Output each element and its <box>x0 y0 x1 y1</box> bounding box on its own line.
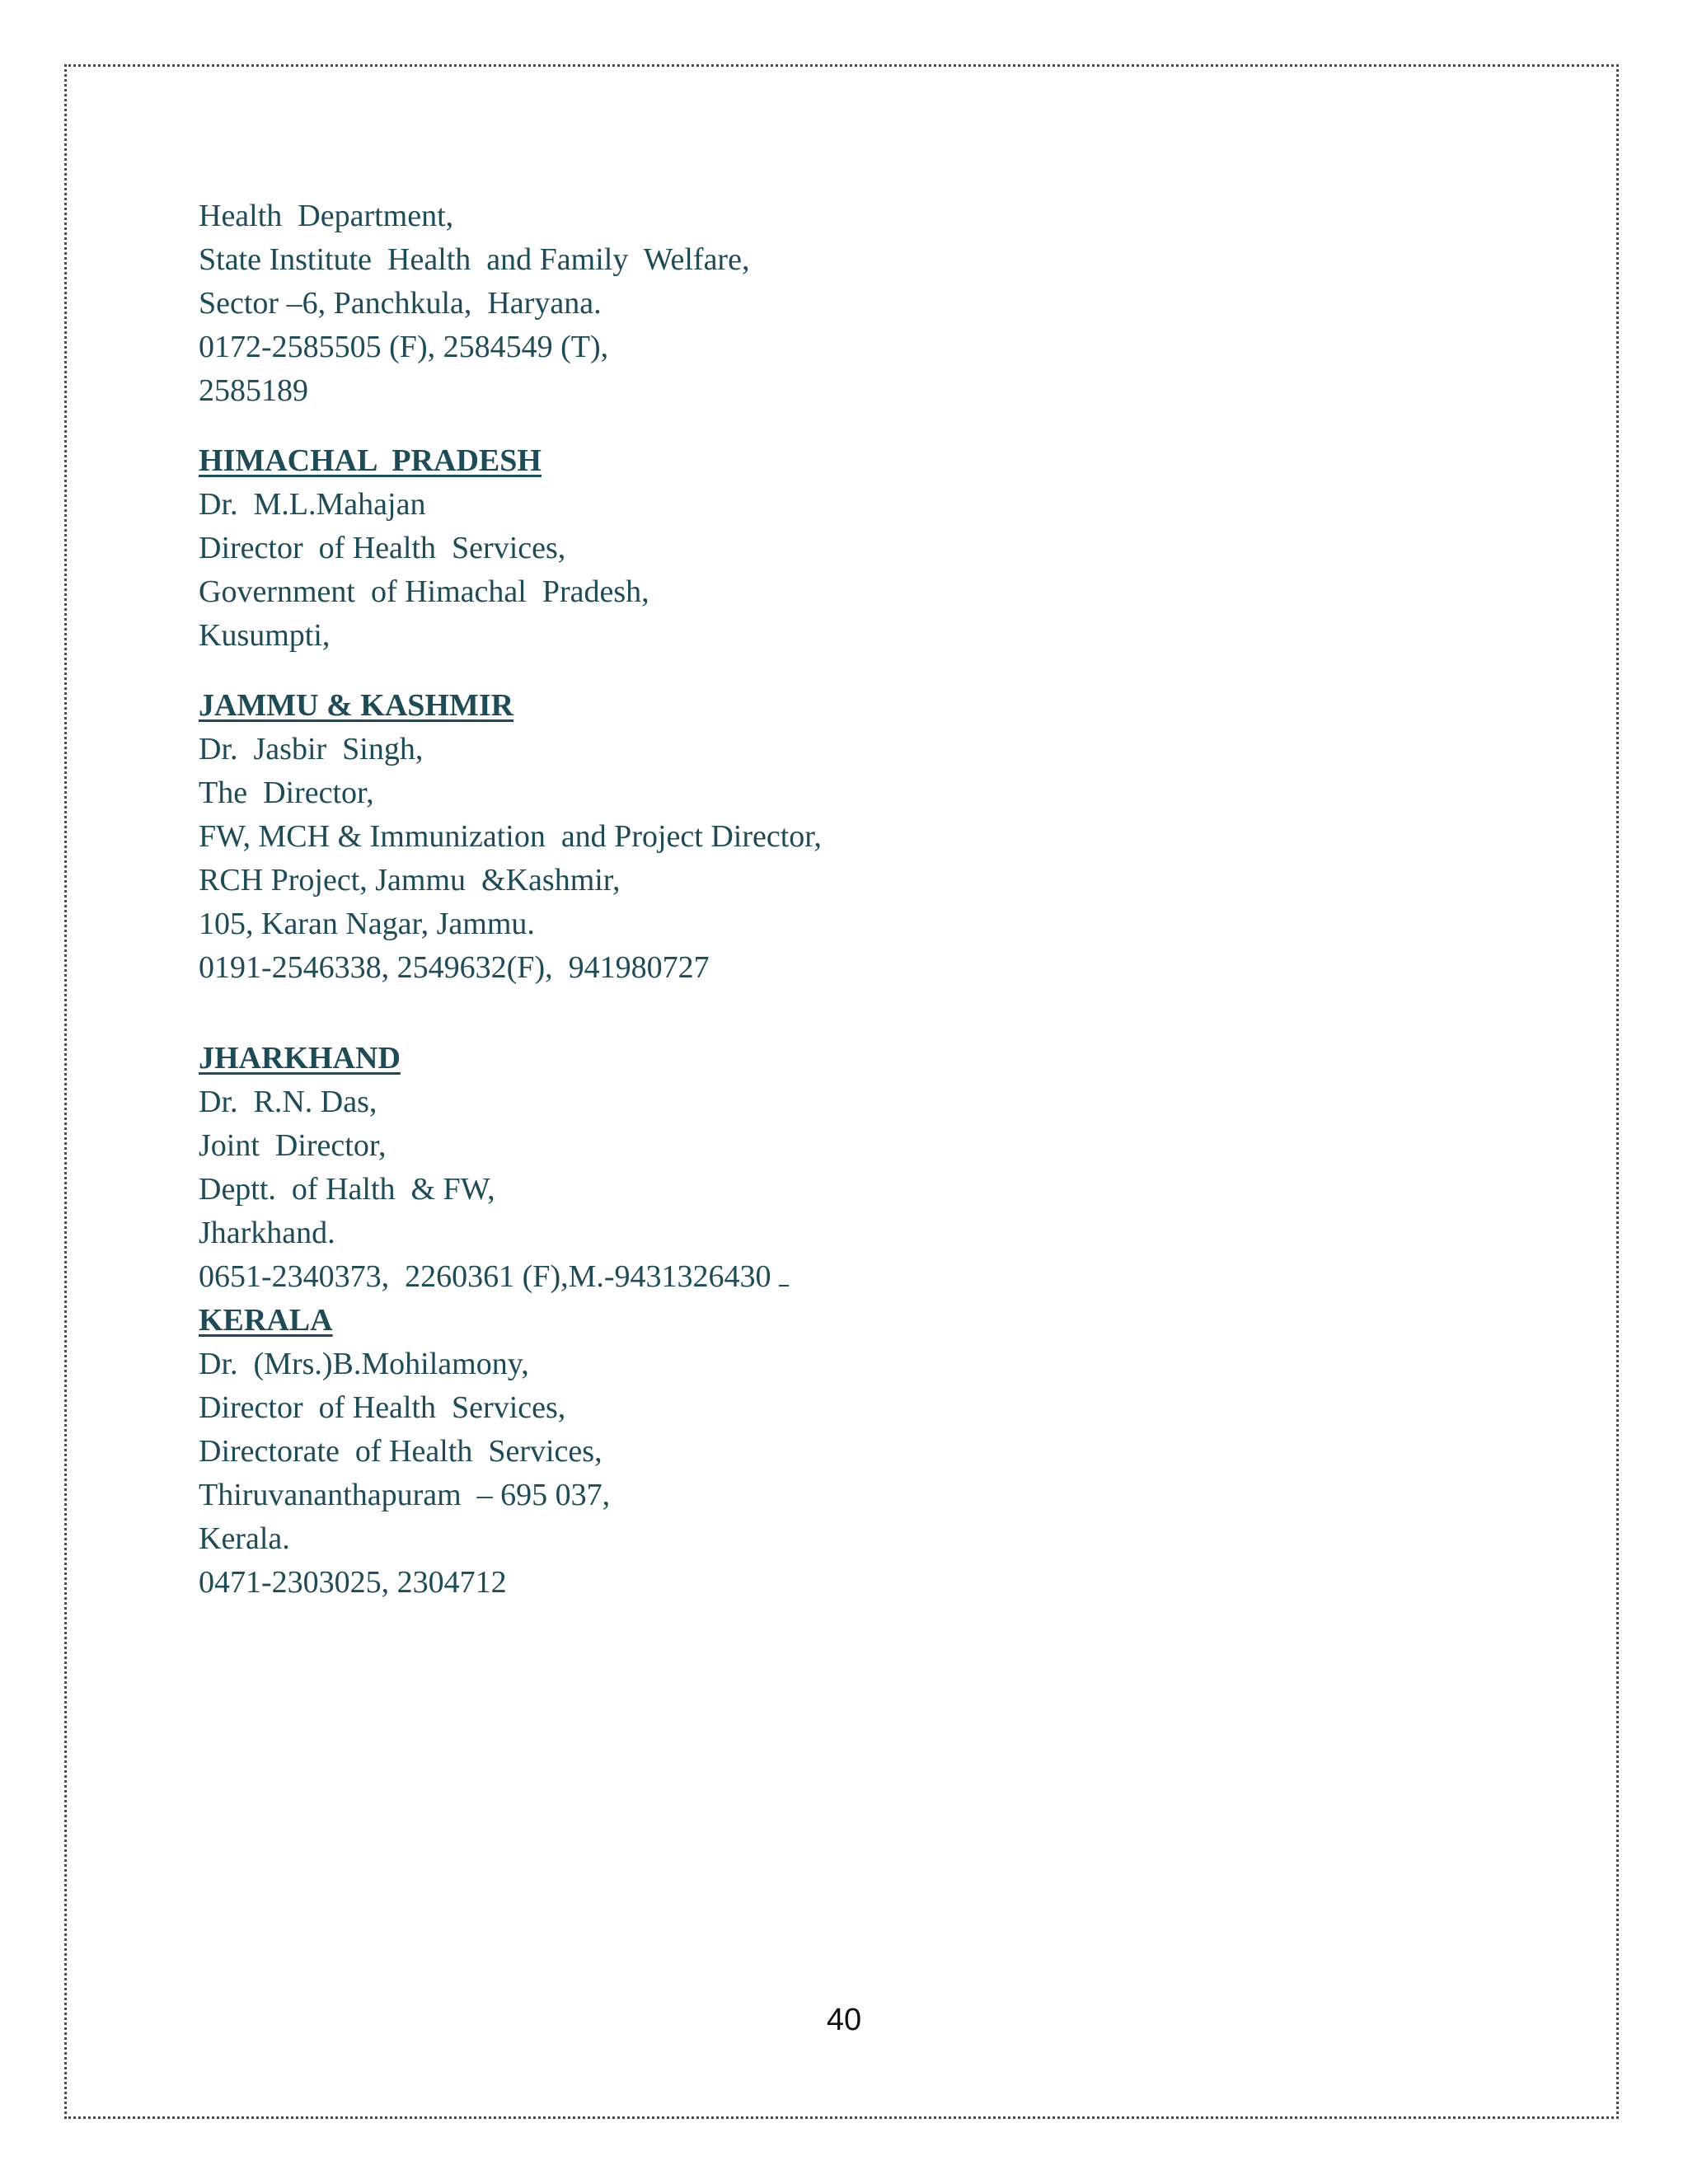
address-line: RCH Project, Jammu &Kashmir, <box>199 863 621 898</box>
section-title-kerala: KERALA <box>199 1303 333 1338</box>
contact-name: Dr. Jasbir Singh, <box>199 732 424 766</box>
address-line: Jharkhand. <box>199 1216 335 1250</box>
address-line: Kerala. <box>199 1521 290 1556</box>
contact-designation: Director of Health Services, <box>199 1390 566 1425</box>
address-line: Deptt. of Halth & FW, <box>199 1172 495 1207</box>
contact-name: Dr. R.N. Das, <box>199 1085 377 1119</box>
page-number: 40 <box>826 2003 862 2037</box>
jharkhand-section <box>199 1037 1435 1299</box>
contact-designation: Joint Director, <box>199 1128 387 1163</box>
address-line: Thiruvananthapuram – 695 037, <box>199 1478 611 1512</box>
address-line: Directorate of Health Services, <box>199 1434 603 1469</box>
trailing-underline <box>779 1255 789 1286</box>
address-line: Government of Himachal Pradesh, <box>199 574 649 609</box>
kerala-section <box>199 1299 1435 1605</box>
phone-text: 0651-2340373, 2260361 (F),M.-9431326430 <box>199 1259 771 1294</box>
phone-line: 0191-2546338, 2549632(F), 941980727 <box>199 950 710 985</box>
section-title-jharkhand: JHARKHAND <box>199 1041 401 1076</box>
contact-designation: The Director, <box>199 776 374 810</box>
address-line: State Institute Health and Family Welfare, <box>199 242 750 277</box>
haryana-address-block <box>199 194 1435 413</box>
contact-designation: Director of Health Services, <box>199 531 566 565</box>
document-body <box>199 194 1435 1605</box>
section-title-jammu: JAMMU & KASHMIR <box>199 688 514 723</box>
address-line: Kusumpti, <box>199 618 331 653</box>
address-line: 105, Karan Nagar, Jammu. <box>199 907 535 941</box>
address-line: Sector –6, Panchkula, Haryana. <box>199 286 602 321</box>
phone-line: 0471-2303025, 2304712 <box>199 1565 507 1600</box>
himachal-section <box>199 439 1435 658</box>
contact-designation: FW, MCH & Immunization and Project Director, <box>199 819 822 854</box>
contact-name: Dr. M.L.Mahajan <box>199 487 426 522</box>
section-title-himachal: HIMACHAL PRADESH <box>199 443 542 478</box>
phone-line: 0172-2585505 (F), 2584549 (T), <box>199 330 609 364</box>
phone-line <box>199 1255 1435 1299</box>
address-line: Health Department, <box>199 199 454 233</box>
phone-line: 2585189 <box>199 373 308 408</box>
jammu-section <box>199 684 1435 990</box>
contact-name: Dr. (Mrs.)B.Mohilamony, <box>199 1347 529 1381</box>
